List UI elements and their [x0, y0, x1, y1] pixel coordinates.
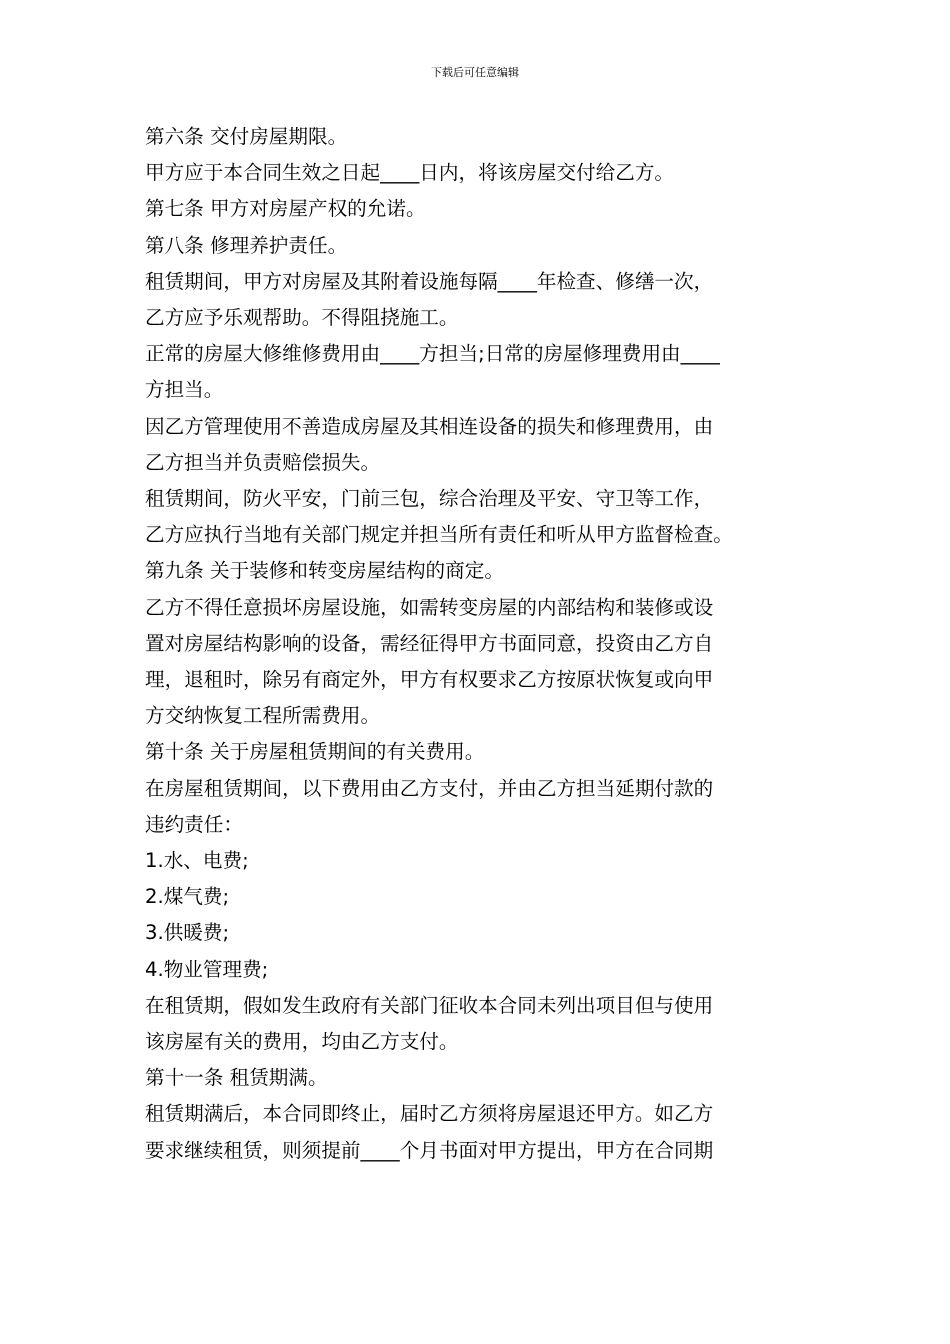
article-7-title [145, 191, 810, 227]
text-line: 第六条 交付房屋期限。 [145, 125, 348, 148]
text-line: 乙方担当并负责赔偿损失。 [145, 450, 381, 474]
text-line: 乙方不得任意损坏房屋设施，如需转变房屋的内部结构和装修或设 [145, 595, 714, 619]
text-line: 乙方应予乐观帮助。不得阻挠施工。 [145, 306, 459, 330]
text-line: 置对房屋结构影响的设备，需经征得甲方书面同意，投资由乙方自 [145, 631, 714, 655]
article-8-title [145, 228, 810, 264]
text-line: 甲方应于本合同生效之日起____日内，将该房屋交付给乙方。 [145, 161, 675, 185]
article-8-para-3 [145, 409, 810, 481]
text-line: 违约责任： [145, 812, 243, 836]
text-line: 租赁期间，甲方对房屋及其附着设施每隔____年检查、修缮一次， [145, 269, 714, 293]
text-line: 要求继续租赁，则须提前____个月书面对甲方提出，甲方在合同期 [145, 1138, 714, 1162]
text-line: 因乙方管理使用不善造成房屋及其相连设备的损失和修理费用，由 [145, 414, 714, 438]
article-8-para-1 [145, 264, 810, 336]
article-10-closing [145, 988, 810, 1060]
text-line: 在房屋租赁期间，以下费用由乙方支付，并由乙方担当延期付款的 [145, 776, 714, 800]
text-line: 4.物业管理费; [145, 957, 269, 981]
text-line: 乙方应执行当地有关部门规定并担当所有责任和听从甲方监督检查。 [145, 523, 733, 547]
fee-item-1 [145, 843, 810, 879]
text-line: 第九条 关于装修和转变房屋结构的商定。 [145, 559, 504, 583]
fee-item-4 [145, 952, 810, 988]
text-line: 方担当。 [145, 378, 224, 402]
article-10-title [145, 734, 810, 770]
article-8-para-4 [145, 481, 810, 553]
text-line: 第七条 甲方对房屋产权的允诺。 [145, 197, 426, 221]
article-6-body [145, 155, 810, 191]
article-10-intro [145, 771, 810, 843]
text-line: 该房屋有关的费用，均由乙方支付。 [145, 1030, 459, 1054]
text-line: 租赁期间，防火平安，门前三包，综合治理及平安、守卫等工作， [145, 487, 714, 511]
text-line: 第十条 关于房屋租赁期间的有关费用。 [145, 740, 485, 764]
text-line: 第八条 修理养护责任。 [145, 233, 348, 257]
page-header: 下载后可任意编辑 [431, 66, 519, 79]
article-9-body [145, 590, 810, 735]
article-11-body [145, 1096, 810, 1168]
article-8-para-2 [145, 336, 810, 408]
fee-item-3 [145, 915, 810, 951]
text-line: 理，退租时，除另有商定外，甲方有权要求乙方按原状恢复或向甲 [145, 668, 714, 692]
article-11-title [145, 1060, 810, 1096]
fee-item-2 [145, 879, 810, 915]
text-line: 1.水、电费; [145, 849, 249, 873]
text-line: 2.煤气费; [145, 885, 230, 909]
article-6-title [145, 119, 810, 155]
text-line: 在租赁期，假如发生政府有关部门征收本合同未列出项目但与使用 [145, 993, 714, 1017]
text-line: 3.供暖费; [145, 921, 230, 945]
text-line: 租赁期满后，本合同即终止，届时乙方须将房屋退还甲方。如乙方 [145, 1102, 714, 1126]
text-line: 正常的房屋大修维修费用由____方担当;日常的房屋修理费用由____ [145, 342, 720, 366]
document-body [145, 119, 810, 1169]
text-line: 方交纳恢复工程所需费用。 [145, 704, 381, 728]
article-9-title [145, 553, 810, 589]
text-line: 第十一条 租赁期满。 [145, 1066, 328, 1090]
